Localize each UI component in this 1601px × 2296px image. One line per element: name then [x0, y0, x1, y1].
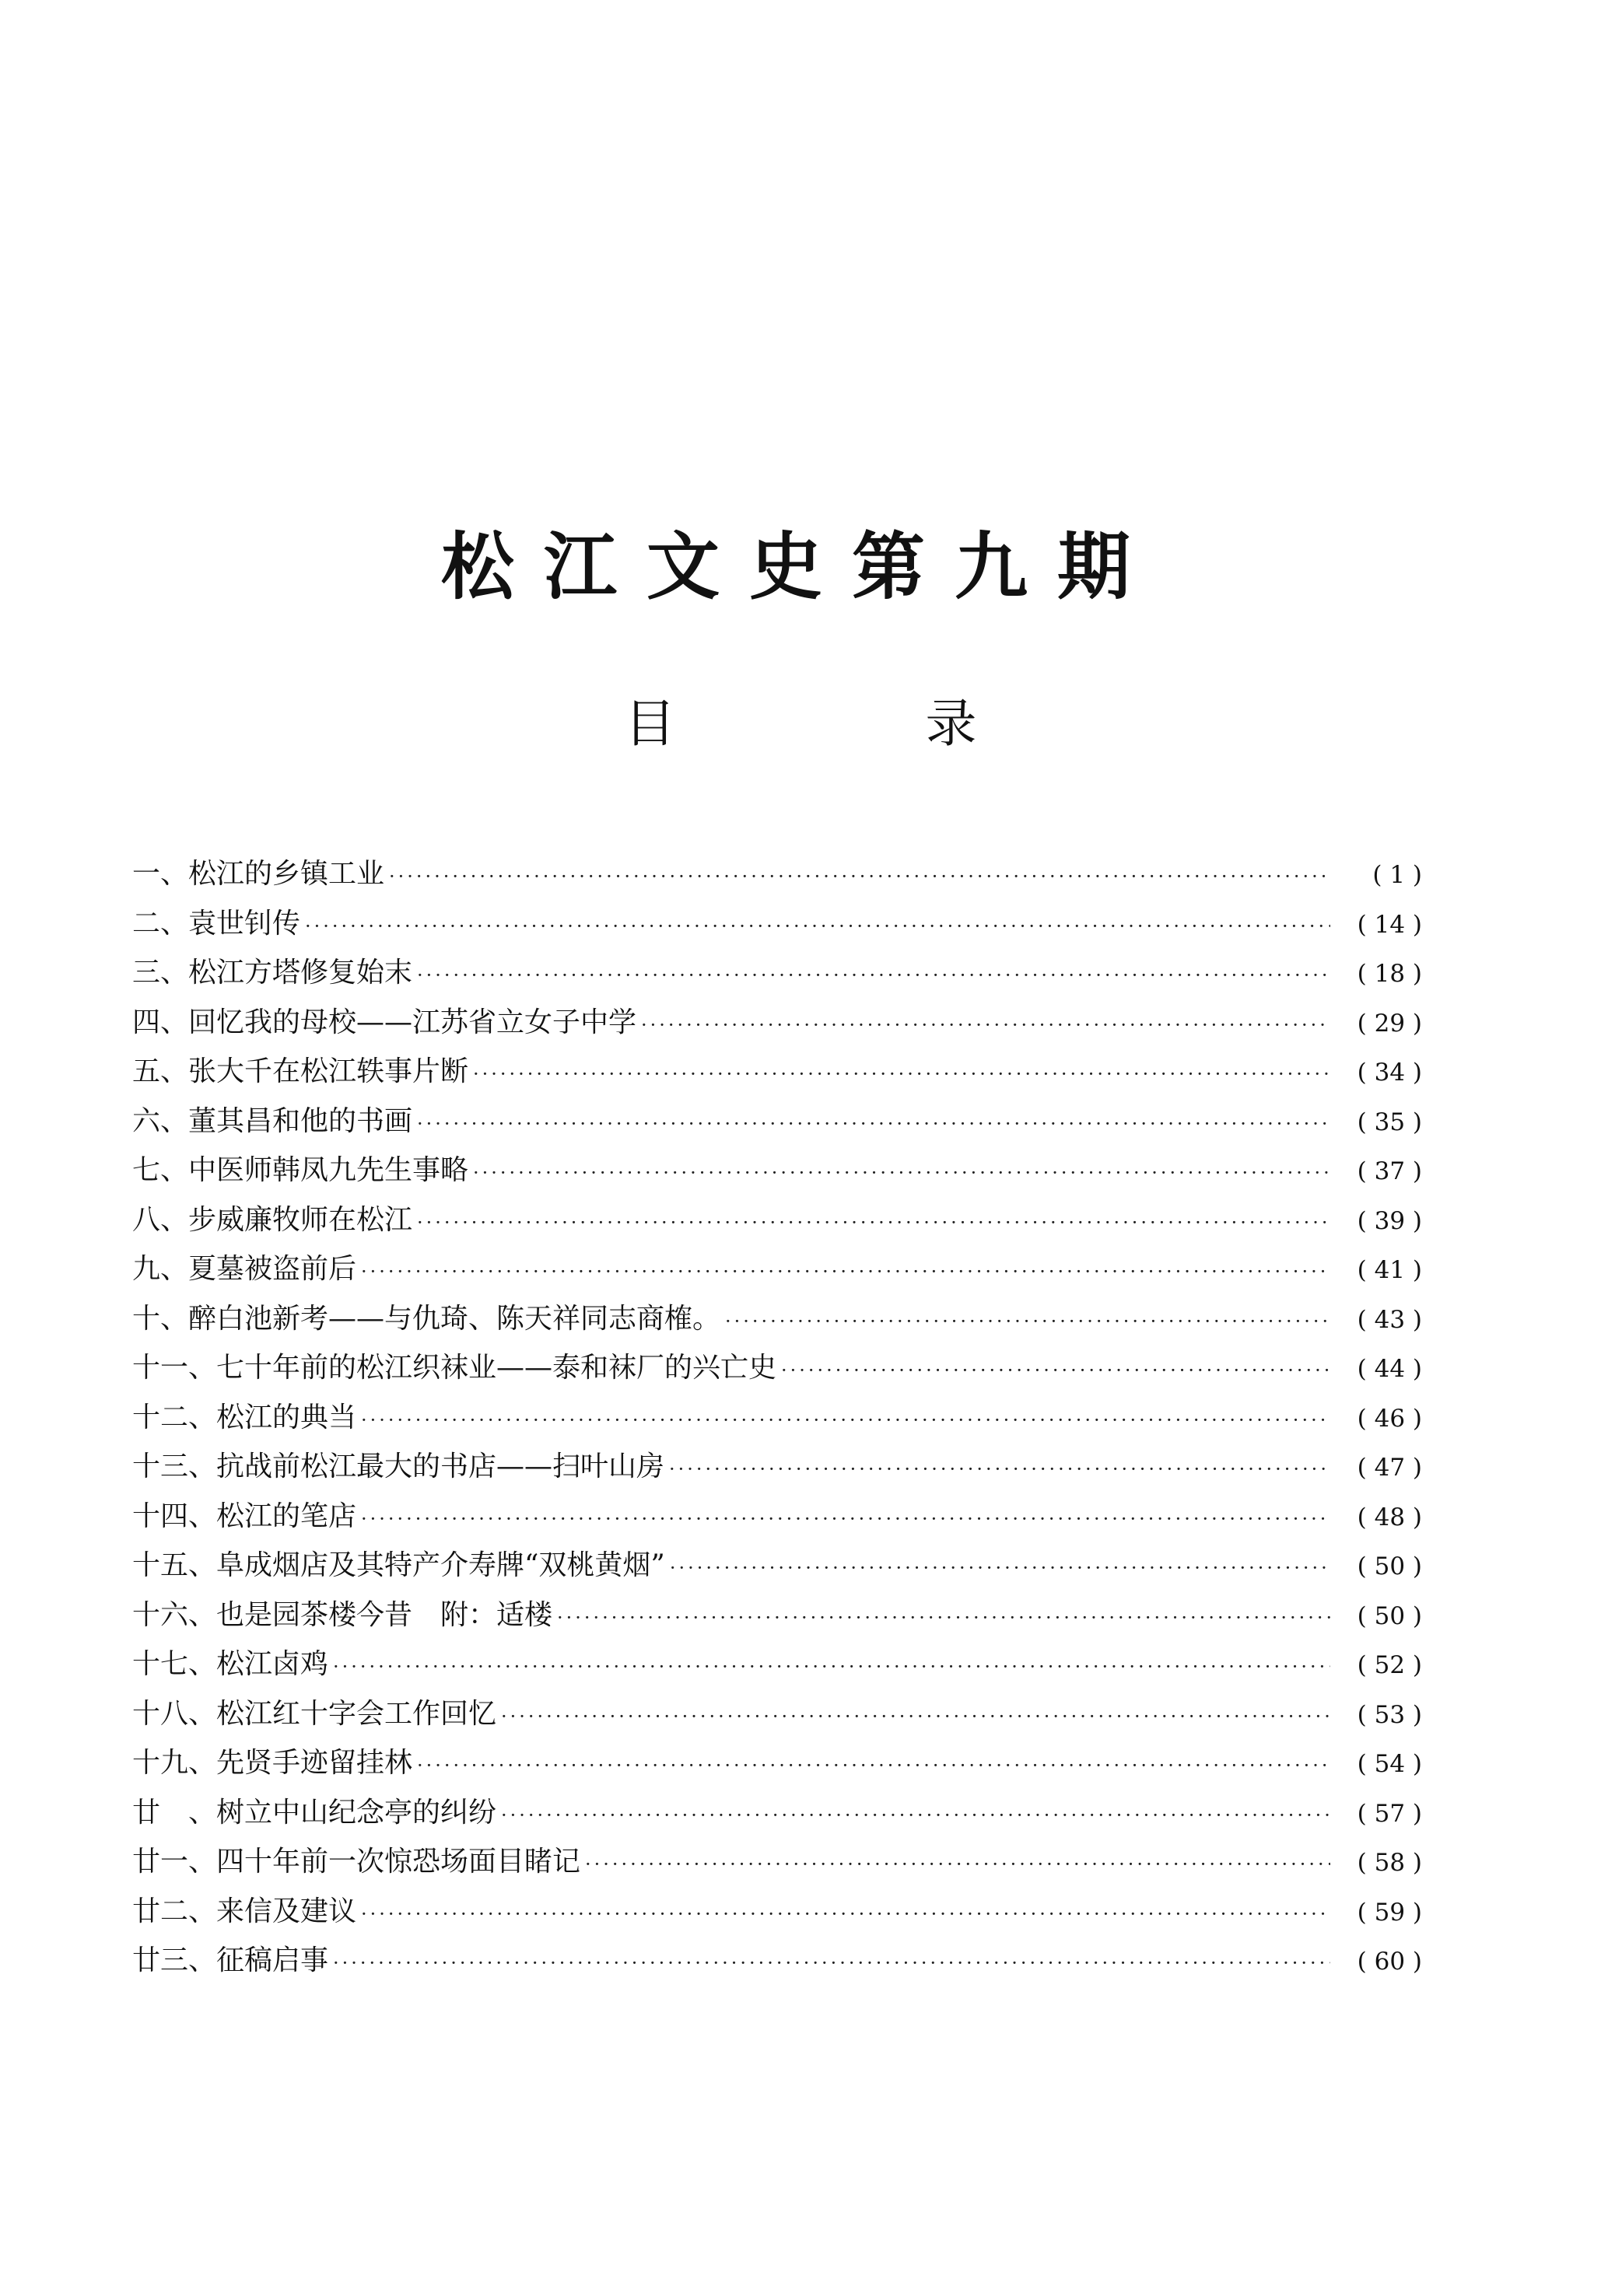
toc-entry-title: 张大千在松江轶事片断: [188, 1055, 469, 1087]
toc-entry[interactable]: [132, 1541, 1422, 1591]
toc-entry-number: 廿二、: [132, 1895, 217, 1927]
toc-entry-number: 十三、: [132, 1451, 217, 1482]
toc-entry-title: 醉白池新考——与仇琦、陈天祥同志商榷。: [188, 1302, 721, 1335]
dot-leader: [417, 1199, 1330, 1248]
toc-entry-title: 抗战前松江最大的书店——扫叶山房: [216, 1451, 665, 1482]
toc-entry[interactable]: [132, 849, 1422, 899]
toc-entry-page: ( 1 ): [1372, 861, 1422, 889]
toc-entry-title: 步威廉牧师在松江: [188, 1203, 413, 1236]
toc-entry-title: 先贤手迹留挂林: [216, 1747, 413, 1779]
dot-leader: [641, 1001, 1330, 1051]
page-title: 松江文史第九期: [440, 524, 1160, 610]
toc-entry-title: 征稿启事: [216, 1944, 329, 1976]
toc-entry-number: 十二、: [132, 1401, 217, 1433]
toc-entry[interactable]: [132, 1837, 1422, 1887]
toc-entry-number: 四、: [132, 1006, 189, 1038]
toc-entry-number: 廿一、: [132, 1846, 217, 1878]
toc-entry-title: 回忆我的母校——江苏省立女子中学: [188, 1006, 637, 1038]
toc-entry[interactable]: [132, 1640, 1422, 1689]
toc-entry[interactable]: [132, 1442, 1422, 1492]
toc-entry[interactable]: [132, 1195, 1422, 1245]
toc-entry[interactable]: [132, 899, 1422, 949]
toc-entry-title: 四十年前一次惊恐场面目睹记: [216, 1846, 581, 1878]
toc-entry-page: ( 35 ): [1357, 1108, 1422, 1136]
dot-leader: [669, 1445, 1330, 1495]
toc-entry-title: 董其昌和他的书画: [188, 1104, 413, 1137]
toc-entry-number: 十、: [132, 1302, 189, 1335]
toc-entry[interactable]: [132, 1294, 1422, 1344]
toc-entry-number: 十八、: [132, 1697, 217, 1730]
toc-entry-page: ( 39 ): [1357, 1206, 1422, 1235]
toc-entry-title: 中医师韩凤九先生事略: [188, 1154, 469, 1186]
dot-leader: [361, 1248, 1330, 1297]
toc-entry-page: ( 58 ): [1357, 1849, 1422, 1877]
toc-entry-page: ( 46 ): [1357, 1404, 1422, 1433]
dot-leader: [333, 1643, 1330, 1692]
toc-entry[interactable]: [132, 1047, 1422, 1097]
toc-entry-page: ( 50 ): [1357, 1601, 1422, 1630]
dot-leader: [725, 1297, 1330, 1347]
toc-entry-title: 树立中山纪念亭的纠纷: [216, 1796, 497, 1829]
toc-entry-title: 夏墓被盗前后: [188, 1253, 357, 1285]
toc-entry-number: 九、: [132, 1253, 189, 1285]
toc-entry-number: 一、: [132, 858, 189, 890]
toc-entry-page: ( 57 ): [1357, 1799, 1422, 1828]
toc-entry[interactable]: [132, 1097, 1422, 1146]
toc-entry[interactable]: [132, 1936, 1422, 1986]
dot-leader: [361, 1890, 1330, 1940]
toc-entry-page: ( 50 ): [1357, 1552, 1422, 1580]
toc-entry-page: ( 60 ): [1357, 1948, 1422, 1976]
toc-entry-title: 七十年前的松江织袜业——泰和袜厂的兴亡史: [216, 1352, 777, 1384]
toc-entry-page: ( 37 ): [1357, 1157, 1422, 1185]
toc-entry-title: 松江红十字会工作回忆: [216, 1697, 497, 1730]
toc-entry-title: 松江的笔店: [216, 1500, 357, 1532]
toc-entry-page: ( 47 ): [1357, 1454, 1422, 1482]
dot-leader: [361, 1396, 1330, 1446]
toc-entry[interactable]: [132, 1887, 1422, 1937]
toc-entry[interactable]: [132, 1788, 1422, 1838]
toc-entry-number: 廿 、: [132, 1796, 217, 1829]
table-of-contents: [132, 849, 1422, 1986]
toc-entry-title: 松江方塔修复始末: [188, 957, 413, 989]
toc-entry-title: 也是园茶楼今昔 附：适楼: [216, 1598, 553, 1631]
dot-leader: [585, 1840, 1330, 1890]
dot-leader: [473, 1149, 1330, 1199]
toc-entry[interactable]: [132, 1343, 1422, 1393]
toc-entry[interactable]: [132, 1393, 1422, 1443]
toc-entry-number: 七、: [132, 1154, 189, 1186]
dot-leader: [389, 852, 1330, 902]
toc-entry-number: 廿三、: [132, 1944, 217, 1976]
toc-entry-title: 袁世钊传: [188, 907, 301, 940]
toc-entry-number: 三、: [132, 957, 189, 989]
toc-entry-page: ( 29 ): [1357, 1009, 1422, 1038]
toc-entry[interactable]: [132, 1146, 1422, 1195]
toc-entry-title: 松江的乡镇工业: [188, 858, 385, 890]
toc-entry[interactable]: [132, 998, 1422, 1048]
dot-leader: [305, 902, 1330, 952]
dot-leader: [501, 1791, 1330, 1841]
toc-entry-number: 十六、: [132, 1598, 217, 1631]
toc-entry-page: ( 41 ): [1357, 1256, 1422, 1284]
dot-leader: [557, 1594, 1330, 1643]
dot-leader: [361, 1495, 1330, 1545]
toc-entry[interactable]: [132, 1689, 1422, 1739]
toc-entry-page: ( 43 ): [1357, 1305, 1422, 1334]
toc-heading: 目 录: [624, 694, 1094, 754]
toc-entry-page: ( 48 ): [1357, 1503, 1422, 1531]
dot-leader: [333, 1939, 1330, 1989]
toc-entry-number: 十四、: [132, 1500, 217, 1532]
toc-entry-page: ( 14 ): [1357, 910, 1422, 939]
toc-entry-number: 十七、: [132, 1648, 217, 1680]
dot-leader: [473, 1050, 1330, 1100]
dot-leader: [417, 951, 1330, 1001]
toc-entry-page: ( 54 ): [1357, 1750, 1422, 1778]
dot-leader: [670, 1544, 1330, 1594]
toc-entry-number: 六、: [132, 1104, 189, 1137]
toc-entry-title: 松江卤鸡: [216, 1648, 329, 1680]
toc-entry[interactable]: [132, 1738, 1422, 1788]
toc-entry-page: ( 52 ): [1357, 1651, 1422, 1679]
toc-entry-number: 八、: [132, 1203, 189, 1236]
toc-entry-title: 松江的典当: [216, 1401, 357, 1433]
toc-entry-number: 二、: [132, 907, 189, 940]
dot-leader: [417, 1741, 1330, 1791]
toc-entry-page: ( 44 ): [1357, 1355, 1422, 1383]
toc-entry[interactable]: [132, 1244, 1422, 1294]
toc-entry-number: 十九、: [132, 1747, 217, 1779]
toc-entry-page: ( 53 ): [1357, 1700, 1422, 1729]
toc-entry-page: ( 59 ): [1357, 1898, 1422, 1927]
dot-leader: [417, 1100, 1330, 1150]
toc-entry[interactable]: [132, 1591, 1422, 1640]
toc-entry-number: 十一、: [132, 1352, 217, 1384]
toc-entry-title: 阜成烟店及其特产介寿牌“双桃黄烟”: [216, 1549, 665, 1581]
toc-entry-number: 五、: [132, 1055, 189, 1087]
toc-entry[interactable]: [132, 1492, 1422, 1542]
toc-entry-title: 来信及建议: [216, 1895, 357, 1927]
toc-entry-page: ( 34 ): [1357, 1059, 1422, 1087]
toc-entry-page: ( 18 ): [1357, 960, 1422, 988]
toc-entry[interactable]: [132, 948, 1422, 998]
toc-entry-number: 十五、: [132, 1549, 217, 1581]
dot-leader: [781, 1346, 1330, 1396]
dot-leader: [501, 1692, 1330, 1742]
